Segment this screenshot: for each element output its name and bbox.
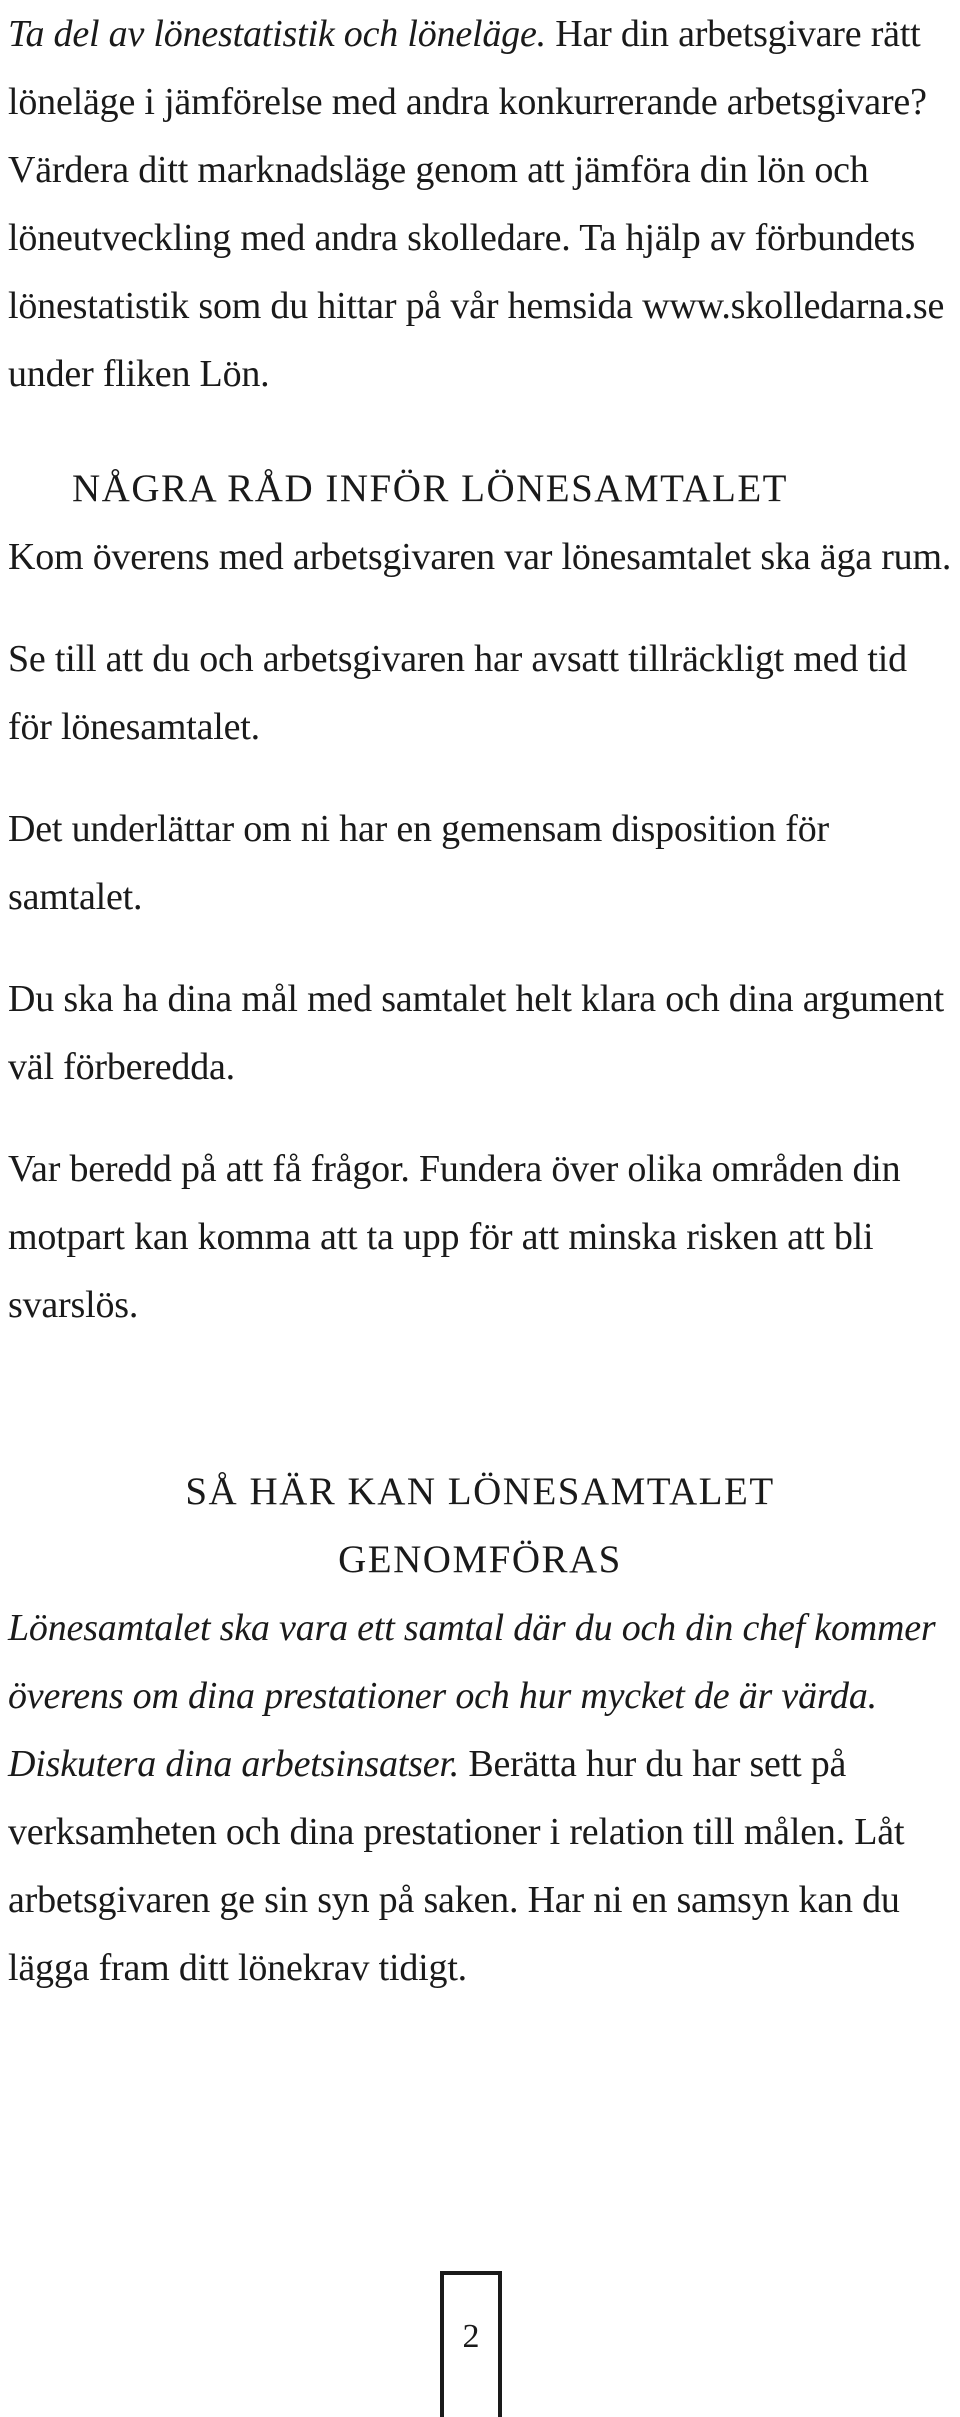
section-heading-advice: NÅGRA RÅD INFÖR LÖNESAMTALET xyxy=(72,467,788,510)
intro-paragraph xyxy=(8,0,952,408)
section-salary-advice xyxy=(8,455,952,1373)
document-page xyxy=(8,0,952,2417)
heading-line-1: SÅ HÄR KAN LÖNESAMTALET xyxy=(185,1470,775,1513)
intro-italic-lead: Ta del av lönestatistik och löneläge. xyxy=(8,13,546,55)
how-to-italic-intro: Lönesamtalet ska vara ett samtal där du och din chef kommer överens om dina prestationer och hur mycket de är värda. xyxy=(8,1607,936,1717)
section-heading-how-to xyxy=(8,1458,952,1594)
advice-item: Var beredd på att få frågor. Fundera över olika områden din motpart kan komma att ta upp för att minska risken att bli svarslös. xyxy=(8,1148,901,1326)
advice-item: Se till att du och arbetsgivaren har avsatt tillräckligt med tid för lönesamtalet. xyxy=(8,638,907,748)
advice-item: Du ska ha dina mål med samtalet helt klara och dina argument väl förberedda. xyxy=(8,978,944,1088)
page-number-box xyxy=(440,2271,502,2417)
section-how-to-conduct xyxy=(8,1458,952,2002)
how-to-text xyxy=(8,1594,952,2002)
advice-item: Kom överens med arbetsgivaren var lönesamtalet ska äga rum. xyxy=(8,536,952,578)
heading-line-2: GENOMFÖRAS xyxy=(338,1538,622,1581)
how-to-body: Berätta hur du har sett på verksamheten och dina prestationer i relation till målen. Låt arbetsgivaren ge sin syn på saken. Har ni en samsyn kan du lägga fram ditt lönekrav tidigt. xyxy=(8,1743,905,1989)
page-number: 2 xyxy=(462,2318,480,2355)
intro-text xyxy=(8,0,952,408)
how-to-italic-lead: Diskutera dina arbetsinsatser. xyxy=(8,1743,460,1785)
advice-item: Det underlättar om ni har en gemensam disposition för samtalet. xyxy=(8,808,829,918)
intro-body: Har din arbetsgivare rätt löneläge i jämförelse med andra konkurrerande arbetsgivare? Värdera ditt marknadsläge genom att jämföra din lön och löneutveckling med andra skolledare. Ta hjälp av förbundets lönestatistik som du hittar på vår hemsida www.skolledarna.se under fliken Lön. xyxy=(8,13,945,395)
